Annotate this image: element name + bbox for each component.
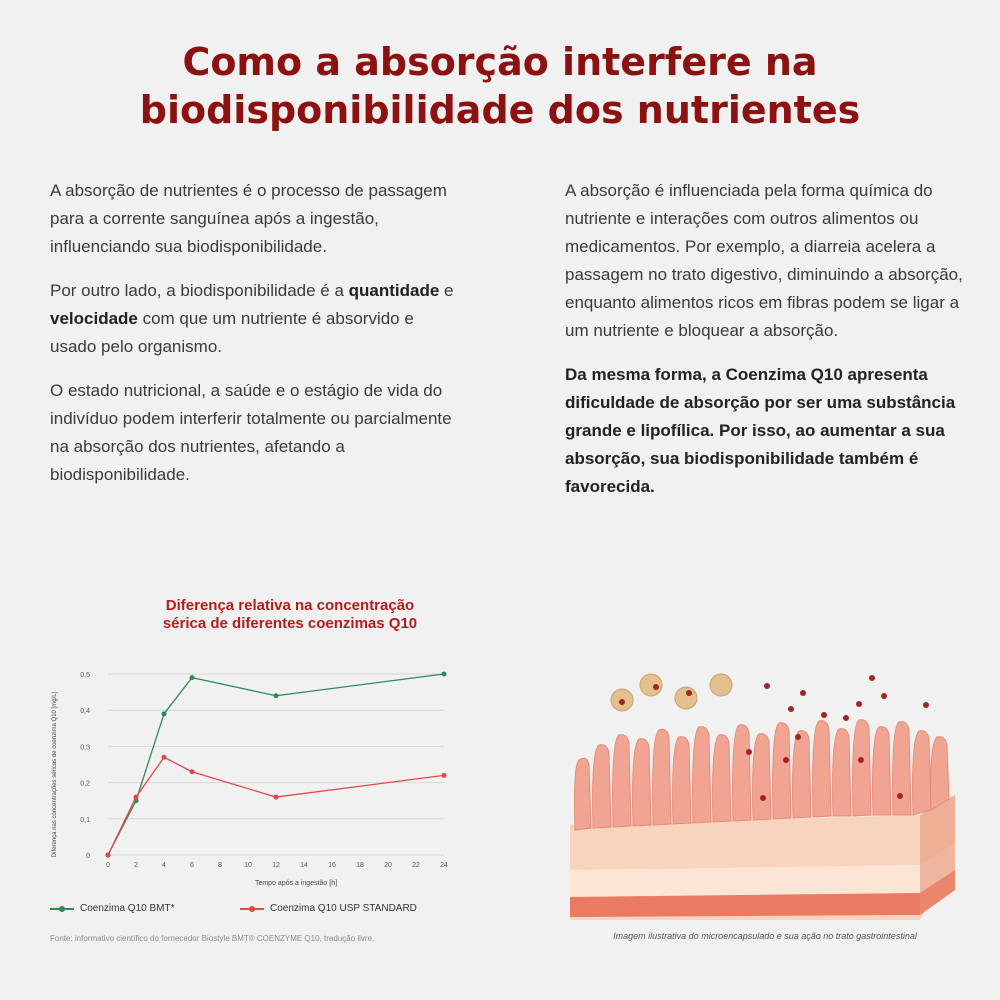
x-tick-label: 4	[162, 862, 166, 869]
data-point-series-0	[442, 672, 447, 677]
x-tick-label: 10	[244, 862, 252, 869]
x-tick-label: 0	[106, 862, 110, 869]
right-paragraph-2: Da mesma forma, a Coenzima Q10 apresenta dificuldade de absorção por ser uma substância grande e lipofílica. Por isso, ao aumentar a sua absorção, sua biodisponibilidade também é favorecida.	[565, 365, 956, 496]
x-tick-label: 22	[412, 862, 420, 869]
y-tick-label: 0,4	[80, 708, 90, 716]
data-point-series-0	[274, 693, 279, 698]
x-tick-label: 12	[272, 862, 280, 869]
legend-item-bmt	[50, 903, 174, 914]
data-point-series-1	[274, 795, 279, 800]
left-paragraph-3: O estado nutricional, a saúde e o estágio de vida do indivíduo podem interferir totalmente ou parcialmente na absorção dos nutrientes, afetando a biodisponibilidade.	[50, 381, 452, 484]
page-title	[0, 38, 1000, 134]
p2-bold-velocidade: velocidade	[50, 309, 138, 328]
p2-text-a: Por outro lado, a biodisponibilidade é a	[50, 281, 349, 300]
y-tick-label: 0,1	[80, 816, 90, 824]
title-line-1: Como a absorção interfere na	[182, 40, 818, 84]
right-text-column	[565, 177, 970, 517]
data-point-series-1	[162, 755, 167, 760]
p2-text-c: com que um nutriente é absorvido e usado pelo organismo.	[50, 309, 414, 356]
x-tick-label: 6	[190, 862, 194, 869]
chart-title-line-2: sérica de diferentes coenzimas Q10	[162, 615, 418, 632]
legend-line-usp	[240, 908, 264, 910]
data-point-series-0	[190, 675, 195, 680]
data-point-series-0	[162, 711, 167, 716]
x-tick-label: 8	[218, 862, 222, 869]
y-tick-label: 0,2	[80, 780, 90, 788]
x-tick-label: 14	[300, 862, 308, 869]
chart-legend	[50, 903, 470, 923]
x-tick-label: 16	[328, 862, 336, 869]
data-point-series-1	[190, 769, 195, 774]
x-tick-label: 20	[384, 862, 392, 869]
left-paragraph-1: A absorção de nutrientes é o processo de passagem para a corrente sanguínea após a ingestão, influenciando sua biodisponibilidade.	[50, 181, 447, 256]
legend-item-usp	[240, 903, 417, 914]
legend-marker-bmt	[59, 906, 65, 912]
chart-source-note: Fonte: informativo científico do fornecedor Biostyle BMT® COENZYME Q10, tradução livre.	[50, 934, 375, 943]
data-point-series-1	[134, 795, 139, 800]
x-tick-label: 2	[134, 862, 138, 869]
right-paragraph-1: A absorção é influenciada pela forma química do nutriente e interações com outros alimentos ou medicamentos. Por exemplo, a diarreia acelera a passagem no trato digestivo, diminuindo a absorção, enquanto alimentos ricos em fibras podem se ligar a um nutriente e bloquear a absorção.	[565, 181, 963, 340]
y-axis-label: Diferença nas concentrações séricas de coenzima Q10 [mg/L]	[52, 691, 58, 858]
x-tick-label: 18	[356, 862, 364, 869]
chart-title-line-1: Diferença relativa na concentração	[165, 597, 415, 614]
chart-title	[70, 597, 510, 633]
x-axis-label: Tempo após a ingestão [h]	[254, 880, 338, 887]
legend-marker-usp	[249, 906, 255, 912]
data-point-series-1	[106, 853, 111, 858]
intestinal-villi-illustration	[565, 665, 965, 930]
series-line-1	[108, 757, 444, 855]
p2-text-b: e	[439, 281, 454, 300]
title-line-2: biodisponibilidade dos nutrientes	[139, 88, 861, 132]
y-tick-label: 0	[86, 853, 90, 860]
legend-line-bmt	[50, 908, 74, 910]
y-tick-label: 0,3	[80, 744, 90, 752]
p2-bold-quantidade: quantidade	[348, 281, 440, 300]
legend-label-usp: Coenzima Q10 USP STANDARD	[270, 903, 417, 914]
left-paragraph-2	[50, 277, 460, 361]
x-tick-label: 24	[440, 862, 448, 869]
y-tick-label: 0,5	[80, 672, 90, 679]
data-point-series-1	[442, 773, 447, 778]
legend-label-bmt: Coenzima Q10 BMT*	[80, 903, 175, 914]
line-chart	[40, 650, 460, 900]
illustration-caption: Imagem ilustrativa do microencapsulado e sua ação no trato gastrointestinal	[613, 931, 917, 941]
left-text-column	[50, 177, 460, 505]
